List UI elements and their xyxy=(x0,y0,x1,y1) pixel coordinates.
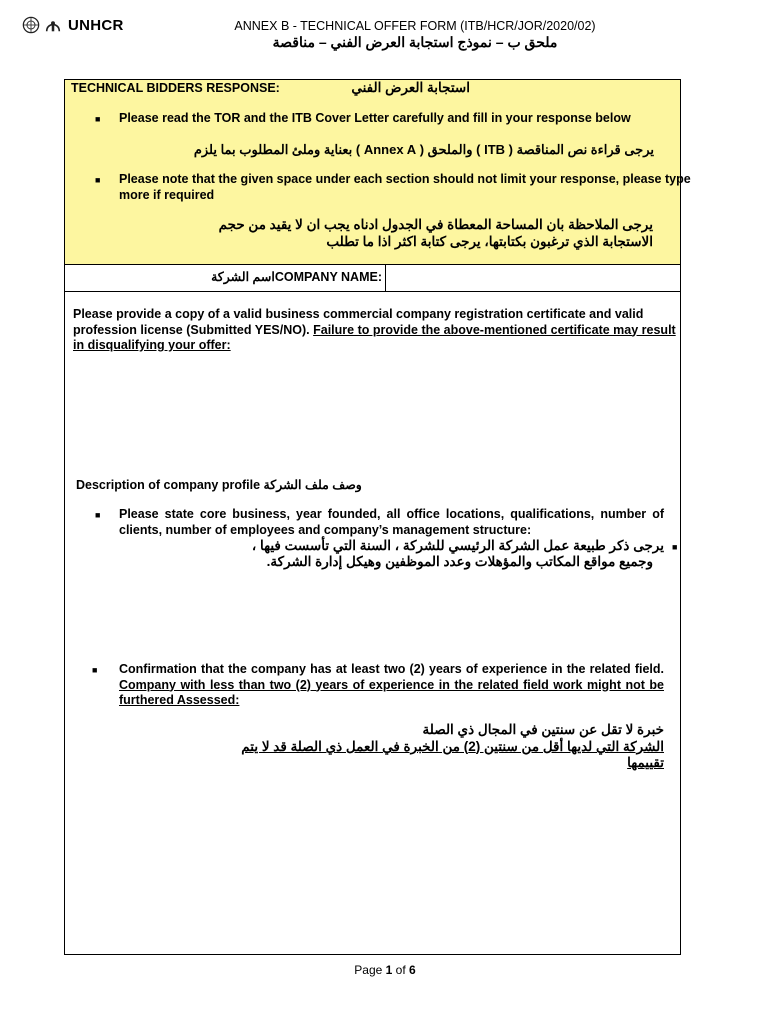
bidders-response-heading: TECHNICAL BIDDERS RESPONSE: xyxy=(71,81,280,95)
bullet-icon: ■ xyxy=(92,665,98,675)
experience-requirement xyxy=(119,662,664,709)
unhcr-logo xyxy=(22,16,124,34)
company-name-input[interactable] xyxy=(387,265,679,291)
document-title: ANNEX B - TECHNICAL OFFER FORM (ITB/HCR/JOR/2020/02) xyxy=(234,19,596,33)
experience-warning-arabic-line2: تقييمها xyxy=(627,755,664,770)
registration-requirement xyxy=(73,307,678,354)
bullet-icon: ■ xyxy=(95,510,101,520)
instruction-space-note-arabic-line2: الاستجابة الذي ترغبون بكتابتها، يرجى كتابة اكثر اذا ما تطلب xyxy=(326,234,653,249)
company-profile-instruction: Please state core business, year founded, all office locations, qualifications, number of clients, number of employees and company’s management structure: xyxy=(119,507,664,537)
company-name-label-english: COMPANY NAME: xyxy=(274,270,382,284)
experience-requirement-text: Confirmation that the company has at least two (2) years of experience in the related field. xyxy=(119,662,664,676)
company-profile-heading-arabic: وصف ملف الشركة xyxy=(263,478,362,492)
company-profile-response-area[interactable] xyxy=(70,580,675,650)
bullet-icon: ■ xyxy=(95,175,101,185)
experience-requirement-arabic: خبرة لا تقل عن سنتين في المجال ذي الصلة xyxy=(422,722,664,737)
experience-warning-arabic-line1: الشركة التي لديها أقل من سنتين (2) من الخبرة في العمل ذي الصلة قد لا يتم xyxy=(241,739,664,754)
experience-warning: Company with less than two (2) years of experience in the related field work might not be furthered Assessed: xyxy=(119,677,664,707)
company-profile-heading-english: Description of company profile xyxy=(76,478,261,492)
company-name-label xyxy=(170,270,382,286)
bullet-icon: ■ xyxy=(672,542,678,552)
divider-company-bottom xyxy=(64,291,681,292)
instruction-space-note: Please note that the given space under each section should not limit your response, please type more if required xyxy=(119,172,691,202)
page-of-label: of xyxy=(395,963,406,977)
company-name-label-arabic: اسم الشركة xyxy=(211,270,275,284)
instruction-space-note-arabic-line1: يرجى الملاحظة بان المساحة المعطاة في الجدول ادناه يجب ان لا يقيد من حجم xyxy=(218,217,653,232)
company-profile-instruction-arabic-line2: وجميع مواقع المكاتب والمؤهلات وعدد الموظفين وهيكل إدارة الشركة. xyxy=(266,554,653,569)
instruction-read-tor-arabic: يرجى قراءة نص المناقصة ( ITB ) والملحق ( Annex A ) بعناية وملئ المطلوب بما يلزم xyxy=(193,142,654,157)
registration-response-area[interactable] xyxy=(70,358,675,468)
page-label: Page xyxy=(354,963,383,977)
company-profile-instruction-arabic-line1: يرجى ذكر طبيعة عمل الشركة الرئيسي للشركة ، السنة التي تأسست فيها ، xyxy=(251,538,664,553)
company-cell-divider xyxy=(385,264,386,292)
registration-requirement-text: Please provide a copy of a valid business commercial company registration certificate and valid profession license (Submitted YES/NO). xyxy=(73,307,644,337)
unhcr-family-icon xyxy=(44,16,62,34)
page-number xyxy=(0,963,770,977)
registration-warning: Failure to provide the above-mentioned certificate may result in disqualifying your offer: xyxy=(73,322,676,352)
page-current: 1 xyxy=(385,963,393,977)
logo-text: UNHCR xyxy=(68,16,124,34)
company-profile-heading xyxy=(76,478,436,494)
page-total: 6 xyxy=(409,963,416,977)
experience-response-area[interactable] xyxy=(70,780,675,945)
bidders-response-heading-arabic: استجابة العرض الفني xyxy=(351,80,470,95)
un-emblem-icon xyxy=(22,16,40,34)
document-title-arabic: ملحق ب – نموذج استجابة العرض الفني – مناقصة xyxy=(272,34,558,50)
bullet-icon: ■ xyxy=(95,114,101,124)
instruction-read-tor: Please read the TOR and the ITB Cover Letter carefully and fill in your response below xyxy=(119,111,631,125)
